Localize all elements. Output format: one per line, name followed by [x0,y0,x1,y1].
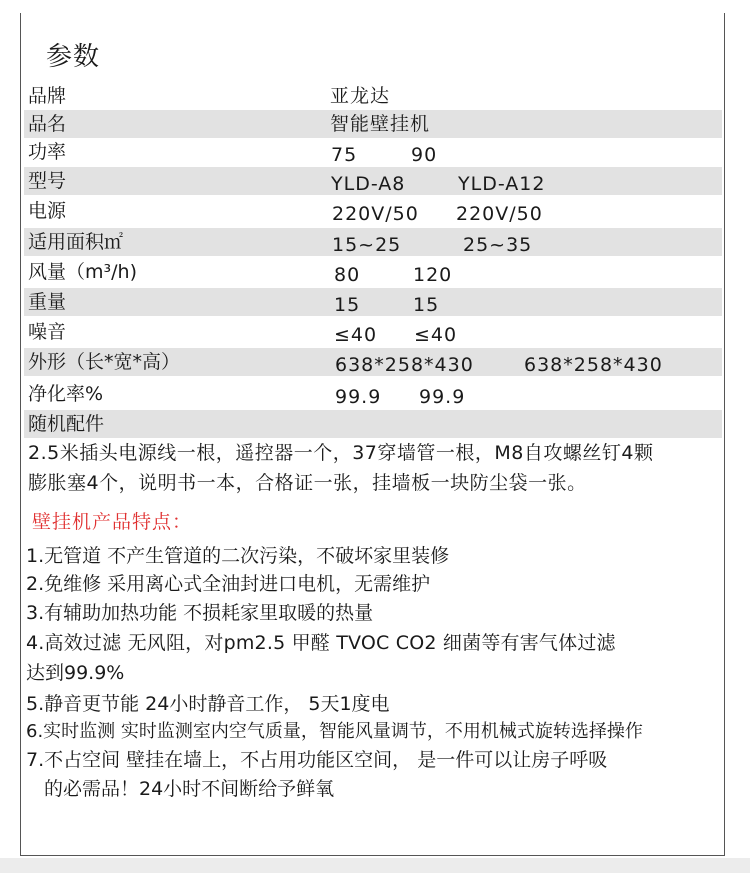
feature-item: 达到99.9% [26,662,125,684]
spec-key: 噪音 [28,321,67,343]
spec-value-a8: YLD-A8 [331,173,406,195]
feature-item: 1.无管道 不产生管道的二次污染，不破坏家里装修 [26,545,450,567]
spec-value-a8: 638*258*430 [335,354,474,376]
spec-value-a12: 220V/50 [456,203,543,225]
spec-value-a8: 15~25 [332,234,402,256]
spec-row-power-supply [24,197,722,225]
spec-key: 随机配件 [28,413,105,435]
spec-key: 品牌 [28,85,67,107]
spec-row-weight [24,288,722,316]
spec-key: 重量 [28,291,67,313]
feature-item: 2.免维修 采用离心式全油封进口电机，无需维护 [26,573,431,595]
spec-key: 品名 [28,113,67,135]
spec-row-purification [24,380,722,408]
feature-item: 3.有辅助加热功能 不损耗家里取暖的热量 [26,602,374,624]
spec-value-a8: 75 [331,144,358,166]
spec-row-brand [24,82,722,110]
spec-row-accessories [24,410,722,438]
feature-item: 7.不占空间 壁挂在墙上，不占用功能区空间， 是一件可以让房子呼吸 [26,749,608,771]
spec-value-a8: 80 [334,264,361,286]
spec-row-dimensions [24,348,722,376]
spec-key: 净化率% [28,383,104,405]
accessories-line: 膨胀塞4个，说明书一本，合格证一张，挂墙板一块防尘袋一张。 [28,472,587,494]
spec-value: 亚龙达 [330,85,391,107]
spec-value-a8: 220V/50 [332,203,419,225]
spec-value-a12: 120 [413,264,453,286]
spec-value: 智能壁挂机 [330,113,431,135]
spec-key: 型号 [28,170,67,192]
spec-value-a12: 99.9 [419,386,466,408]
feature-item: 4.高效过滤 无风阻，对pm2.5 甲醛 TVOC CO2 细菌等有害气体过滤 [26,632,616,654]
spec-key: 功率 [28,141,67,163]
spec-row-model [24,167,722,195]
spec-key: 适用面积㎡ [28,231,124,253]
spec-value-a12: YLD-A12 [458,173,546,195]
spec-value-a8: ≤40 [334,324,378,346]
spec-row-product-name [24,110,722,138]
accessories-line: 2.5米插头电源线一根，遥控器一个，37穿墙管一根，M8自攻螺丝钉4颗 [28,442,654,464]
spec-row-airflow [24,258,722,286]
spec-value-a12: 638*258*430 [524,354,663,376]
spec-row-noise [24,318,722,346]
spec-key: 电源 [28,200,67,222]
feature-item: 6.实时监测 实时监测室内空气质量，智能风量调节，不用机械式旋转选择操作 [26,721,643,742]
spec-value-a8: 15 [334,294,361,316]
spec-value-a12: 25~35 [463,234,533,256]
page-title: 参数 [46,42,101,72]
spec-value-a12: 90 [411,144,438,166]
bottom-strip [0,858,750,873]
spec-value-a12: 15 [413,294,440,316]
spec-key: 风量（m³/h) [28,261,137,283]
features-heading: 壁挂机产品特点： [32,511,193,533]
spec-value-a8: 99.9 [335,386,382,408]
spec-row-power [24,138,722,166]
spec-row-area [24,228,722,256]
spec-value-a12: ≤40 [414,324,458,346]
feature-item: 的必需品！24小时不间断给予鲜氧 [44,778,335,800]
spec-key: 外形（长*宽*高） [28,351,181,373]
feature-item: 5.静音更节能 24小时静音工作， 5天1度电 [26,693,390,715]
